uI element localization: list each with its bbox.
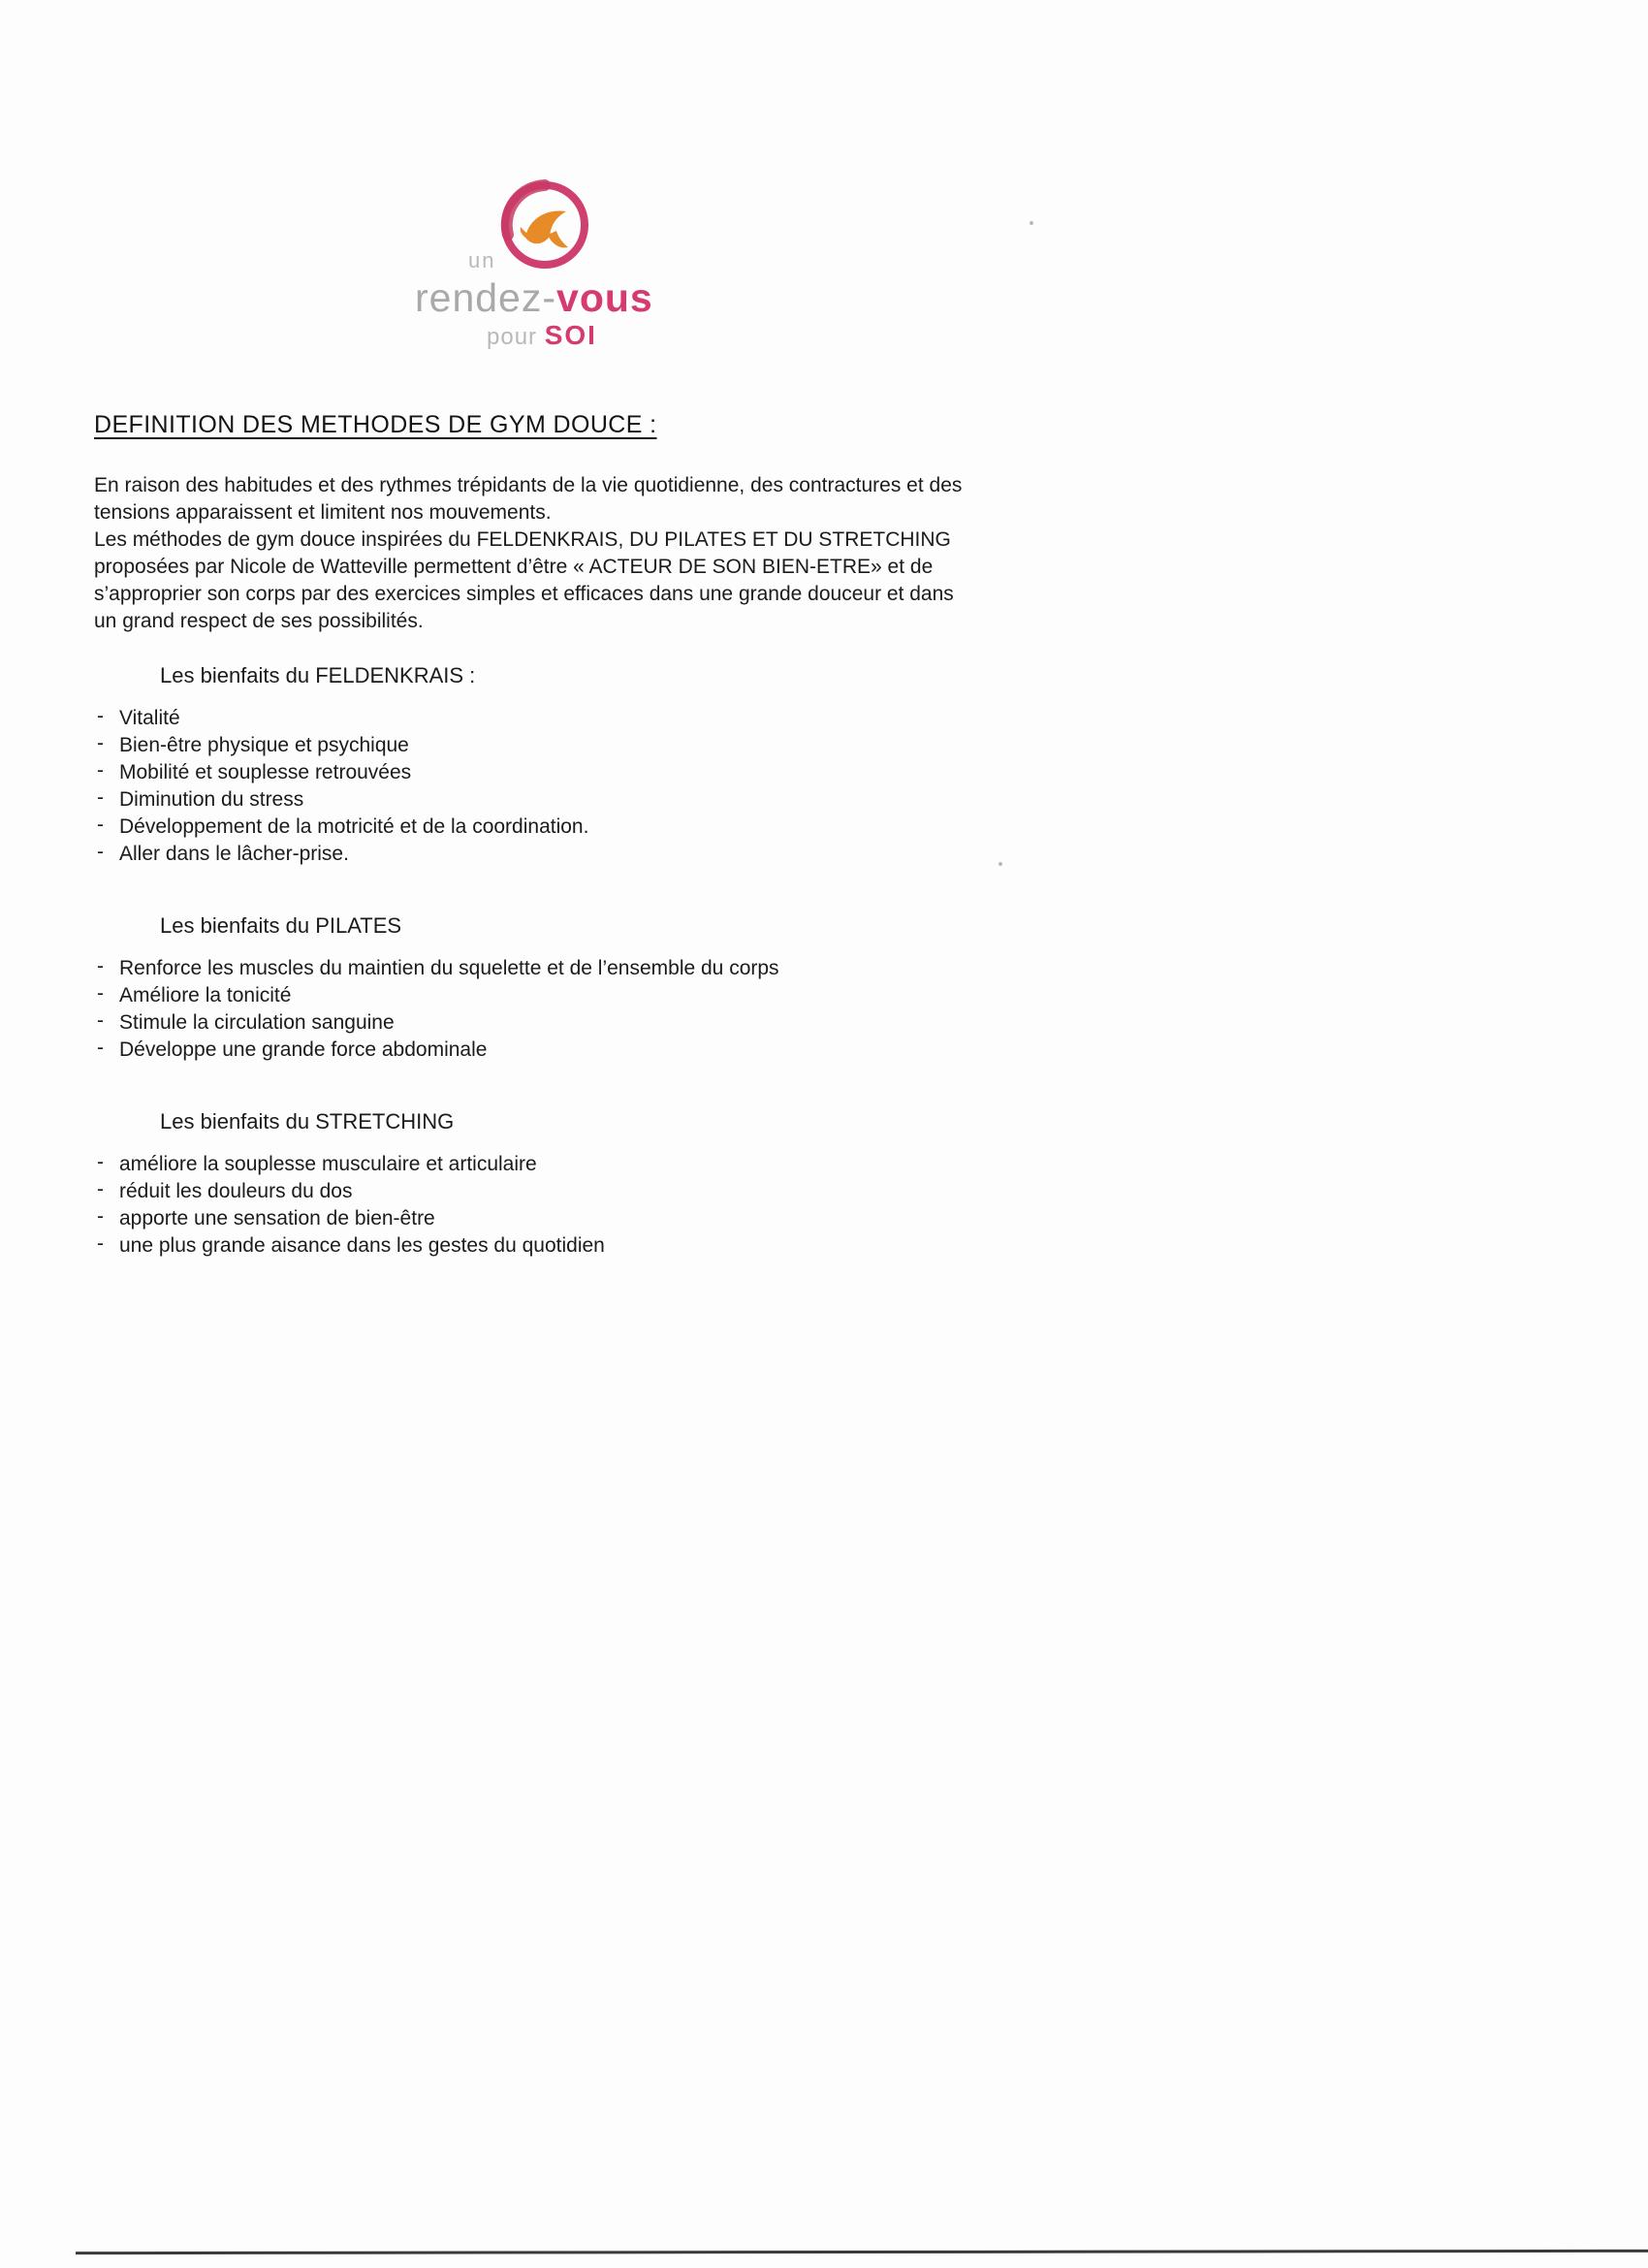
logo-text-soi: SOI: [544, 320, 597, 350]
logo-text-poursoi: [487, 320, 597, 351]
logo-text-rendez: rendez-: [415, 275, 557, 320]
logo-text-pour: pour: [487, 324, 538, 350]
benefits-list-pilates: [94, 955, 974, 1064]
list-item: - Diminution du stress: [94, 786, 974, 814]
logo-text-un: un: [468, 248, 496, 272]
list-item: - Bien-être physique et psychique: [94, 732, 974, 759]
benefits-list-feldenkrais: [94, 705, 974, 868]
intro-paragraph-1: En raison des habitudes et des rythmes trépidants de la vie quotidienne, des contractures et des tensions apparaissent et limitent nos mouvements.: [94, 474, 963, 524]
list-item: - Renforce les muscles du maintien du squelette et de l’ensemble du corps: [94, 955, 974, 982]
list-item: - Stimule la circulation sanguine: [94, 1009, 974, 1037]
list-item: - Développe une grande force abdominale: [94, 1037, 974, 1064]
scan-edge-artifact: [76, 2250, 1648, 2254]
section-stretching: [94, 1108, 974, 1260]
scan-speck-artifact: [1030, 221, 1033, 225]
list-item: - Mobilité et souplesse retrouvées: [94, 759, 974, 786]
section-title-feldenkrais: Les bienfaits du FELDENKRAIS :: [160, 663, 476, 687]
section-title-stretching: Les bienfaits du STRETCHING: [160, 1109, 455, 1134]
document-content: [94, 411, 974, 1260]
section-title-pilates: Les bienfaits du PILATES: [160, 913, 402, 938]
section-feldenkrais: [94, 662, 974, 868]
list-item: - réduit les douleurs du dos: [94, 1178, 974, 1205]
list-item: - apporte une sensation de bien-être: [94, 1205, 974, 1232]
list-item: - Améliore la tonicité: [94, 982, 974, 1009]
scan-speck-artifact: [998, 862, 1002, 866]
list-item: - Développement de la motricité et de la coordination.: [94, 814, 974, 841]
document-title: DEFINITION DES METHODES DE GYM DOUCE :: [94, 411, 657, 438]
intro-paragraph-2: Les méthodes de gym douce inspirées du FELDENKRAIS, DU PILATES ET DU STRETCHING proposées par Nicole de Watteville permettent d’être « ACTEUR DE SON BIEN-ETRE» et de s’approprier son corps par des exercices simples et efficaces dans une grande douceur et dans un grand respect de ses possibilités.: [94, 528, 954, 632]
benefits-list-stretching: [94, 1151, 974, 1260]
brand-logo: [415, 176, 706, 361]
list-item: - améliore la souplesse musculaire et articulaire: [94, 1151, 974, 1178]
brand-logo-icon: [496, 176, 593, 273]
section-pilates: [94, 912, 974, 1064]
list-item: - Aller dans le lâcher-prise.: [94, 841, 974, 868]
logo-text-rendezvous: [415, 275, 653, 321]
list-item: - une plus grande aisance dans les gestes du quotidien: [94, 1232, 974, 1260]
logo-text-vous: vous: [556, 275, 653, 320]
list-item: - Vitalité: [94, 705, 974, 732]
